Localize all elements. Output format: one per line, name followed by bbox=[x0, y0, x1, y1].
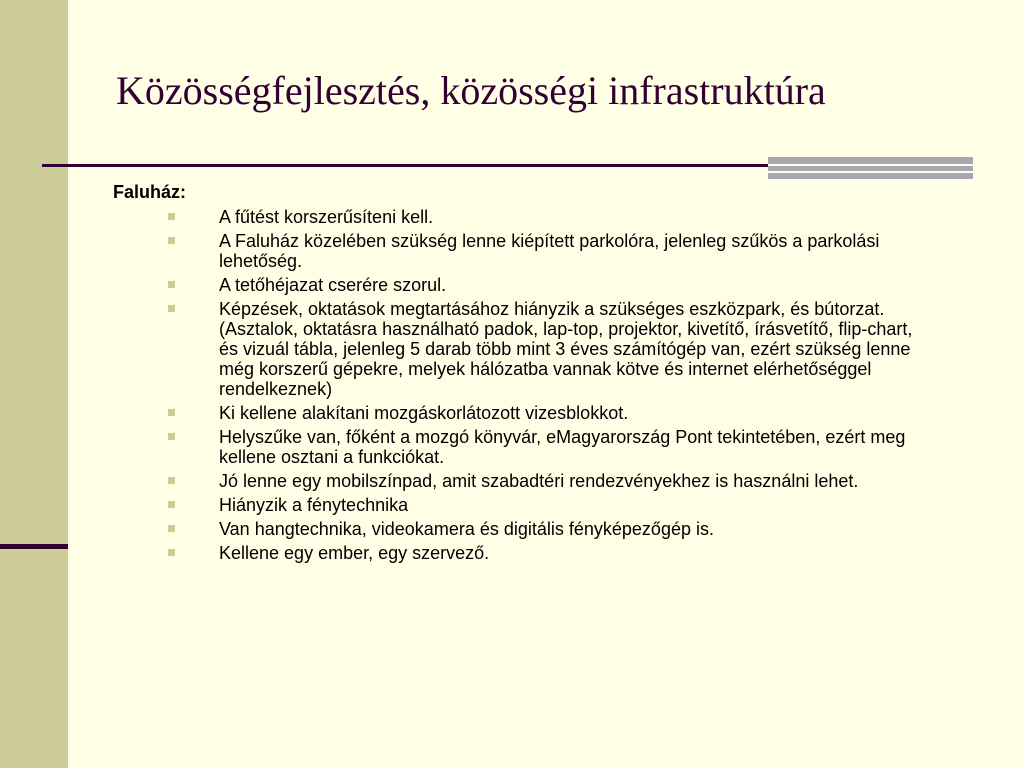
bullet-text: A fűtést korszerűsíteni kell. bbox=[219, 207, 434, 227]
bullet-text: Kellene egy ember, egy szervező. bbox=[219, 543, 490, 563]
left-band-divider bbox=[0, 544, 68, 549]
square-bullet-icon bbox=[168, 213, 175, 220]
square-bullet-icon bbox=[168, 549, 175, 556]
bullet-item bbox=[113, 495, 963, 515]
square-bullet-icon bbox=[168, 433, 175, 440]
square-bullet-icon bbox=[168, 237, 175, 244]
bullet-list bbox=[113, 207, 963, 563]
title-underline-rule bbox=[42, 164, 768, 167]
square-bullet-icon bbox=[168, 525, 175, 532]
accent-stripe bbox=[768, 173, 973, 179]
bullet-item bbox=[113, 231, 963, 271]
bullet-text: A tetőhéjazat cserére szorul. bbox=[219, 275, 447, 295]
bullet-item bbox=[113, 207, 963, 227]
bullet-text: Van hangtechnika, videokamera és digitális fényképezőgép is. bbox=[219, 519, 714, 539]
bullet-item bbox=[113, 471, 963, 491]
square-bullet-icon bbox=[168, 501, 175, 508]
bullet-text: Jó lenne egy mobilszínpad, amit szabadtéri rendezvényekhez is használni lehet. bbox=[219, 471, 859, 491]
slide-content bbox=[113, 181, 963, 567]
section-heading: Faluház: bbox=[113, 182, 187, 202]
square-bullet-icon bbox=[168, 281, 175, 288]
bullet-item bbox=[113, 427, 963, 467]
square-bullet-icon bbox=[168, 305, 175, 312]
bullet-text: Képzések, oktatások megtartásához hiányzik a szükséges eszközpark, és bútorzat. (Asztalok, oktatásra használható padok, lap-top, projektor, kivetítő, írásvetítő, flip-chart, és vizuál tábla, jelenleg 5 darab több mint 3 éves számítógép van, ezért szükség lenne még korszerű gépekre, melyek hálózatba vannak kötve és internet elérhetőséggel rendelkeznek) bbox=[219, 299, 913, 399]
left-decorative-band bbox=[0, 0, 68, 768]
square-bullet-icon bbox=[168, 477, 175, 484]
bullet-text: Ki kellene alakítani mozgáskorlátozott vizesblokkot. bbox=[219, 403, 629, 423]
accent-stripe bbox=[768, 157, 973, 164]
slide-title: Közösségfejlesztés, közösségi infrastruktúra bbox=[116, 68, 826, 113]
square-bullet-icon bbox=[168, 409, 175, 416]
bullet-item bbox=[113, 519, 963, 539]
title-accent-stripes bbox=[768, 157, 973, 179]
bullet-text: Helyszűke van, főként a mozgó könyvár, eMagyarország Pont tekintetében, ezért meg kellene osztani a funkciókat. bbox=[219, 427, 906, 467]
bullet-item bbox=[113, 275, 963, 295]
bullet-item bbox=[113, 299, 963, 399]
bullet-text: Hiányzik a fénytechnika bbox=[219, 495, 409, 515]
accent-stripe bbox=[768, 166, 973, 171]
bullet-item bbox=[113, 403, 963, 423]
bullet-text: A Faluház közelében szükség lenne kiépített parkolóra, jelenleg szűkös a parkolási lehetőség. bbox=[219, 231, 880, 271]
bullet-item bbox=[113, 543, 963, 563]
